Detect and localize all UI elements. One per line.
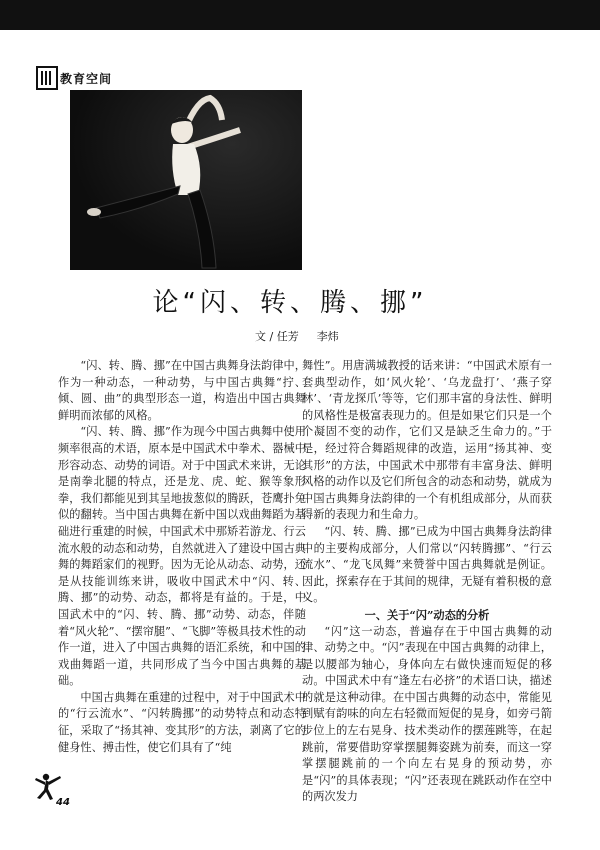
byline [255,328,357,344]
section-logo-icon [36,66,58,90]
byline-author: 文 / 任芳 [255,330,299,343]
paragraph: “闪、转、腾、挪”作为现今中国古典舞中使用频率很高的术语，原本是中国武术中拳术、器械中形容动态、动势的词语。对于中国武术来讲，无论是南拳北腿的特点，还是龙、虎、蛇、猴等象形拳，我们都能见到其呈地拔葱似的腾跃，苍鹰扑兔似的翻转。当中国古典舞在新中国以戏曲舞蹈为基础进行重建的时候，中国武术中那矫若游龙、行云流水般的动态和动势，自然就进入了建设中国古典舞的舞蹈家们的视野。因为无论从动态、动势，还是从技能训练来讲，吸收中国武术中“闪、转、腾、挪”的动势、动态，都将是有益的。于是，中国武术中的“闪、转、腾、挪”动势、动态，伴随着“风火轮”、“摆帘腿”、“飞脚”等极具技术性的动作一道，进入了中国古典舞的语汇系统，和中国的戏曲舞蹈一道，共同形成了当今中国古典舞的基础。 [58,425,306,688]
top-black-bar [0,0,600,30]
paragraph: “闪”这一动态，普遍存在于中国古典舞的动律、动势之中。“闪”表现在中国古典舞的动律上，是以腰部为轴心，身体向左右做快速而短促的移动。中国武术中有“逢左右必挤”的术语口诀，描述的就是这种动律。在中国古典舞的动态中，常能见到赋有韵味的向左右轻微而短促的晃身，如旁弓箭步位上的左右晃身、技术类动作的摆莲跳等，在起跳前，常要借助穿掌摆腿舞姿跳为前奏，而这一穿掌摆腿跳前的一个向左右晃身的预动势，亦是“闪”的具体表现；“闪”还表现在跳跃动作在空中的两次发力 [302,624,552,804]
left-column [58,358,306,756]
dancer-photo [70,90,302,270]
section-label: 教育空间 [60,72,113,86]
dancer-figure [70,90,302,270]
right-column [302,358,552,806]
paragraph: “闪、转、腾、挪”已成为中国古典舞身法韵律中的主要构成部分，人们常以“闪转腾挪”、“行云流水”、“龙飞凤舞”来赞誉中国古典舞就是例证。因此，探索存在于其间的规律，无疑有着积极的意义。 [302,524,552,605]
paragraph: 中国古典舞在重建的过程中，对于中国武术中的“行云流水”、“闪转腾挪”的动势特点和动态特征，采取了“扬其神、变其形”的方法，剥离了它的健身性、搏击性，使它们具有了“纯 [58,690,306,754]
paragraph: 舞性”。用唐满城教授的话来讲：“中国武术原有一套典型动作，如‘风火轮’、‘乌龙盘打’、‘燕子穿林’、‘青龙探爪’等等，它们那丰富的身法性、鲜明的风格性是极富表现力的。但是如果它们只是一个个凝固不变的动作，它们又是缺乏生命力的。”于是，经过符合舞蹈规律的改造，运用“扬其神、变其形”的方法，中国武术中那带有丰富身法、鲜明风格的动作以及它们所包含的动态和动势，就成为中国古典舞身法韵律的一个有机组成部分，从而获得新的表现力和生命力。 [302,359,552,522]
paragraph: “闪、转、腾、挪”在中国古典舞身法韵律中，作为一种动态，一种动势，与中国古典舞“拧、倾、圆、曲”的典型形态一道，构造出中国古典舞鲜明而浓郁的风格。 [58,359,306,422]
byline-coauthor: 李炜 [316,330,339,343]
page-number: 44 [56,797,70,808]
section-heading: 一、关于“闪”动态的分析 [364,607,490,622]
article-title: 论“闪、转、腾、挪” [152,288,428,318]
